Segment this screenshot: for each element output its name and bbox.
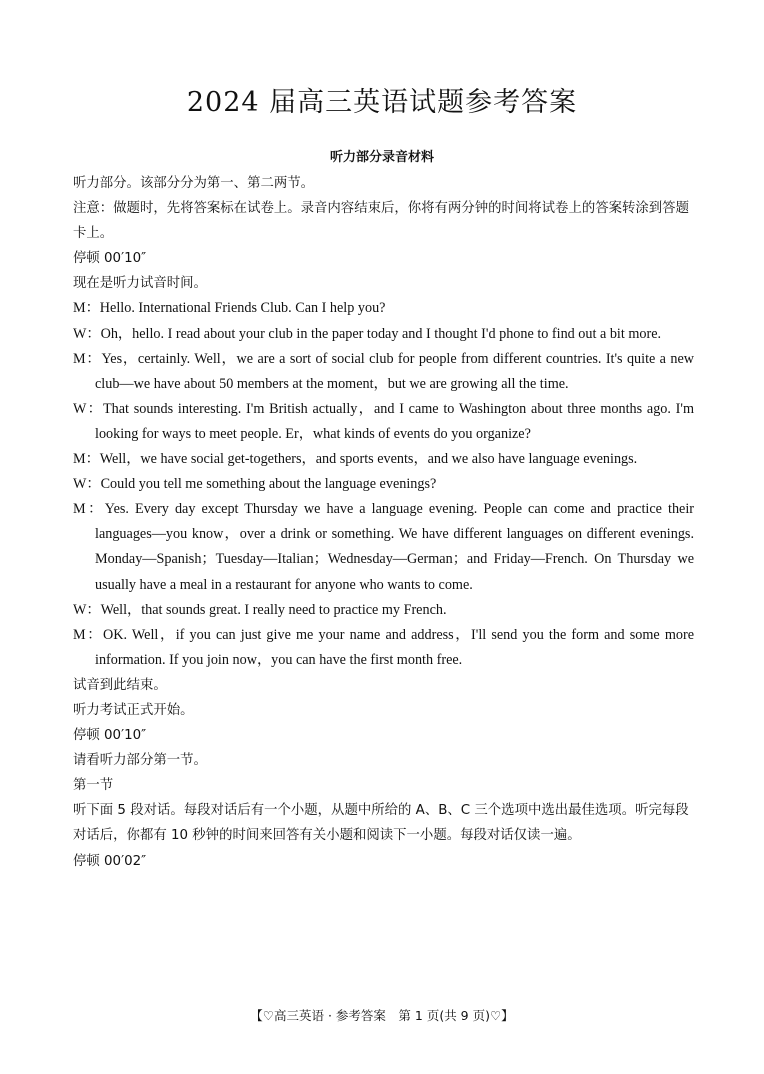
dialogue-line: W：Oh，hello. I read about your club in the paper today and I thought I'd phone to find out a bit more. [73,325,662,342]
text-line: 停顿 00′02″ [73,853,147,869]
text-line: 试音到此结束。 [73,677,167,693]
page-footer: 【♡高三英语 · 参考答案 第 1 页(共 9 页)♡】 [250,1008,514,1023]
dialogue-line: W：Well，that sounds great. I really need to practice my French. [73,601,447,618]
text-line: 听力部分。该部分分为第一、第二两节。 [73,176,315,191]
dialogue-line: M：Well，we have social get-togethers，and sports events，and we also have language evenings. [73,451,638,468]
transcript-body [73,171,694,874]
document-title: 2024 届高三英语试题参考答案 [186,87,578,118]
text-line: 第一节 [73,778,114,794]
dialogue-line: M：Yes. Every day except Thursday we have a language evening. People can come and practice their languages—you know，over a drink or something. We have different languages on different evenings. Monday—Spanish；Tuesday—Italian；Wednesday—German；and Friday—French. On Thursday we usually have a meal in a restaurant for anyone who wants to come. [73,501,694,593]
dialogue-line: W：Could you tell me something about the language evenings? [73,476,437,493]
dialogue-line: M：OK. Well，if you can just give me your name and address，I'll send you the form and some more information. If you join now，you can have the first month free. [73,626,694,668]
text-line: 请看听力部分第一节。 [73,753,207,769]
section-heading: 听力部分录音材料 [329,150,434,165]
text-line: 注意：做题时，先将答案标在试卷上。录音内容结束后，你将有两分钟的时间将试卷上的答案转涂到答题卡上。 [73,201,689,242]
text-line: 现在是听力试音时间。 [73,276,207,292]
dialogue-line: W：That sounds interesting. I'm British actually，and I came to Washington about three months ago. I'm looking for ways to meet people. Er，what kinds of events do you organize? [73,400,694,442]
text-line: 停顿 00′10″ [73,251,147,267]
dialogue-line: M：Hello. International Friends Club. Can I help you? [73,300,386,317]
text-line: 听下面 5 段对话。每段对话后有一个小题，从题中所给的 A、B、C 三个选项中选出最佳选项。听完每段对话后，你都有 10 秒钟的时间来回答有关小题和阅读下一小题。每段对话仅读一遍。 [73,803,689,844]
text-line: 听力考试正式开始。 [73,702,194,718]
dialogue-line: M：Yes，certainly. Well，we are a sort of social club for people from different countries. It's quite a new club—we have about 50 members at the moment，but we are growing all the time. [73,350,694,392]
text-line: 停顿 00′10″ [73,728,147,744]
